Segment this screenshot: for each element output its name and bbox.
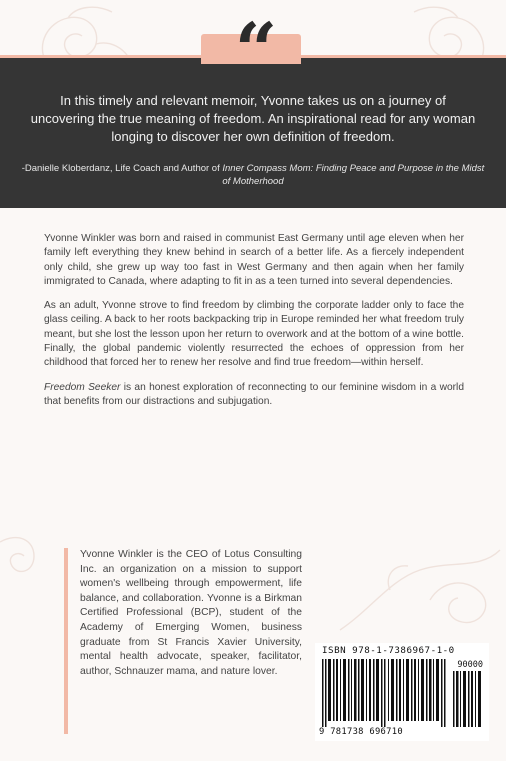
description-paragraph-3 bbox=[44, 381, 464, 410]
barcode-bars-addon bbox=[453, 671, 483, 727]
endorsement-quote: In this timely and relevant memoir, Yvonne takes us on a journey of uncovering the true meaning of freedom. An inspirational read for any woman longing to discover her own definition of freedom. bbox=[30, 93, 476, 144]
barcode-digits: 9 781738 696710 bbox=[319, 727, 403, 737]
isbn-barcode bbox=[315, 643, 489, 741]
bio-accent-rule bbox=[64, 548, 68, 734]
book-description bbox=[44, 232, 464, 419]
floral-decoration-bottom-left bbox=[0, 522, 70, 592]
floral-decoration-bottom-right bbox=[330, 540, 506, 640]
quote-mark-icon: “ bbox=[234, 8, 272, 94]
description-paragraph-1: Yvonne Winkler was born and raised in communist East Germany until age eleven when her family left everything they knew behind in search of a better life. As a fiercely independent only child, she grew up way too fast in West Germany and then again when her family immigrated to Canada, where adapting to fit in as a teen turned into several dependencies. bbox=[44, 233, 464, 287]
endorsement-attribution bbox=[20, 162, 486, 188]
paragraph-3-text: is an honest exploration of reconnecting to our feminine wisdom in a world that benefits from our distractions and subjugation. bbox=[44, 381, 464, 407]
isbn-number: ISBN 978-1-7386967-1-0 bbox=[322, 645, 455, 656]
attribution-book-title: Inner Compass Mom: Finding Peace and Purpose in the Midst of Motherhood bbox=[222, 163, 485, 187]
book-title-italic: Freedom Seeker bbox=[44, 381, 121, 393]
price-code: 90000 bbox=[457, 660, 483, 670]
author-bio: Yvonne Winkler is the CEO of Lotus Consulting Inc. an organization on a mission to support women's wellbeing through empowerment, life balance, and collaboration. Yvonne is a Birkman Certified Professional (BCP), student of the Academy of Emerging Women, business graduate from St Francis Xavier University, mental health advocate, speaker, facilitator, author, Schnauzer mama, and nature lover. bbox=[80, 549, 302, 677]
description-paragraph-2: As an adult, Yvonne strove to find freedom by climbing the corporate ladder only to face the glass ceiling. A back to her roots backpacking trip in Europe reminded her what freedom truly meant, but she lost the lesson upon her return to overwork and at the bottom of a wine bottle. Finally, the global pandemic violently resurrected the echoes of oppression from her childhood that forced her to renew her resolve and find true freedom—within herself. bbox=[44, 300, 464, 369]
barcode-bars-main bbox=[322, 659, 450, 727]
attribution-author: -Danielle Kloberdanz, Life Coach and Author of bbox=[21, 163, 223, 174]
